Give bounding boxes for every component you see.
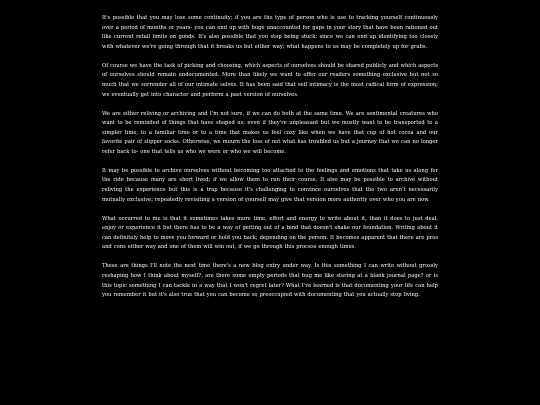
paragraph-reliving-archiving: We are either reliving or archiving and I'm not sure, if we can do both at the same time. We are sentimental creatures who want to be reminded of things that have shaped us; even if they're unpleasant but we mostly want to be transported to a simpler time, to a familiar time or to a time that makes us feel cozy like when we have that cup of hot cocoa and our favorite pair of slipper socks. Otherwise, we mourn the loss of not what has troubled us but a journey that we can no longer refer back to- one that tells us who we were or who we will become.: [102, 110, 438, 155]
paragraph-picking-choosing: Of course we have the task of picking and choosing, which aspects of ourselves should be shared publicly and which aspects of ourselves should remain undocumented. More than likely we want to offer our readers something exclusive but not so much that we surrender all of our intimate selves. It has been said that self intimacy is the most radical form of expression; we eventually get into character and perform a past version of ourselves.: [102, 62, 438, 98]
paragraph-next-time: These are things I'll note the next time there's a new blog entry under way. Is this something I can write without grossly reshaping how I think about myself?, are there some empty periods that bug me like staring at a blank journal page? or is this topic something I can tackle in a way that I won't regret later? What I've learned is that documenting your life can help you remember it but it's also true that you can become so preoccupied with documenting that you actually stop living.: [102, 263, 438, 299]
paragraph-archive-ourselves: It may be possible to archive ourselves without becoming too attached to the feelings and emotions that take us along for the ride because many are short lived; if we allow them to run their course. It also may be possible to archive without reliving the experience but this is a trap because it's challenging to convince ourselves that the two aren't necessarily mutually exclusive; repeatedly revisiting a version of yourself may give that version more authority over who you are now.: [102, 167, 438, 203]
paragraph-continuity: It's possible that you may lose some continuity; if you are the type of person who is use to tracking yourself continuously over a period of months or years- you can end up with huge unaccounted for gaps in your story that have been rationed out like current retail limits on goods. It's also possible that you stop being stuck; since we can end up identifying too closely with whatever we're going through that it breaks us but either way; what happens to us may be completely up for grabs.: [102, 15, 438, 50]
paragraph-what-occurred: What occurred to me is that it sometimes takes more time, effort and energy to write about it, than it does to just deal, enjoy or experience it but there has to be a way of getting out of a bind that doesn't shake our foundation. Writing about it can definitely help to move you forward or hold you back; depending on the person. It becomes apparent that there are pros and cons either way and one of them will win out, if we go through this process enough times.: [102, 215, 438, 251]
article-body: [102, 14, 438, 310]
